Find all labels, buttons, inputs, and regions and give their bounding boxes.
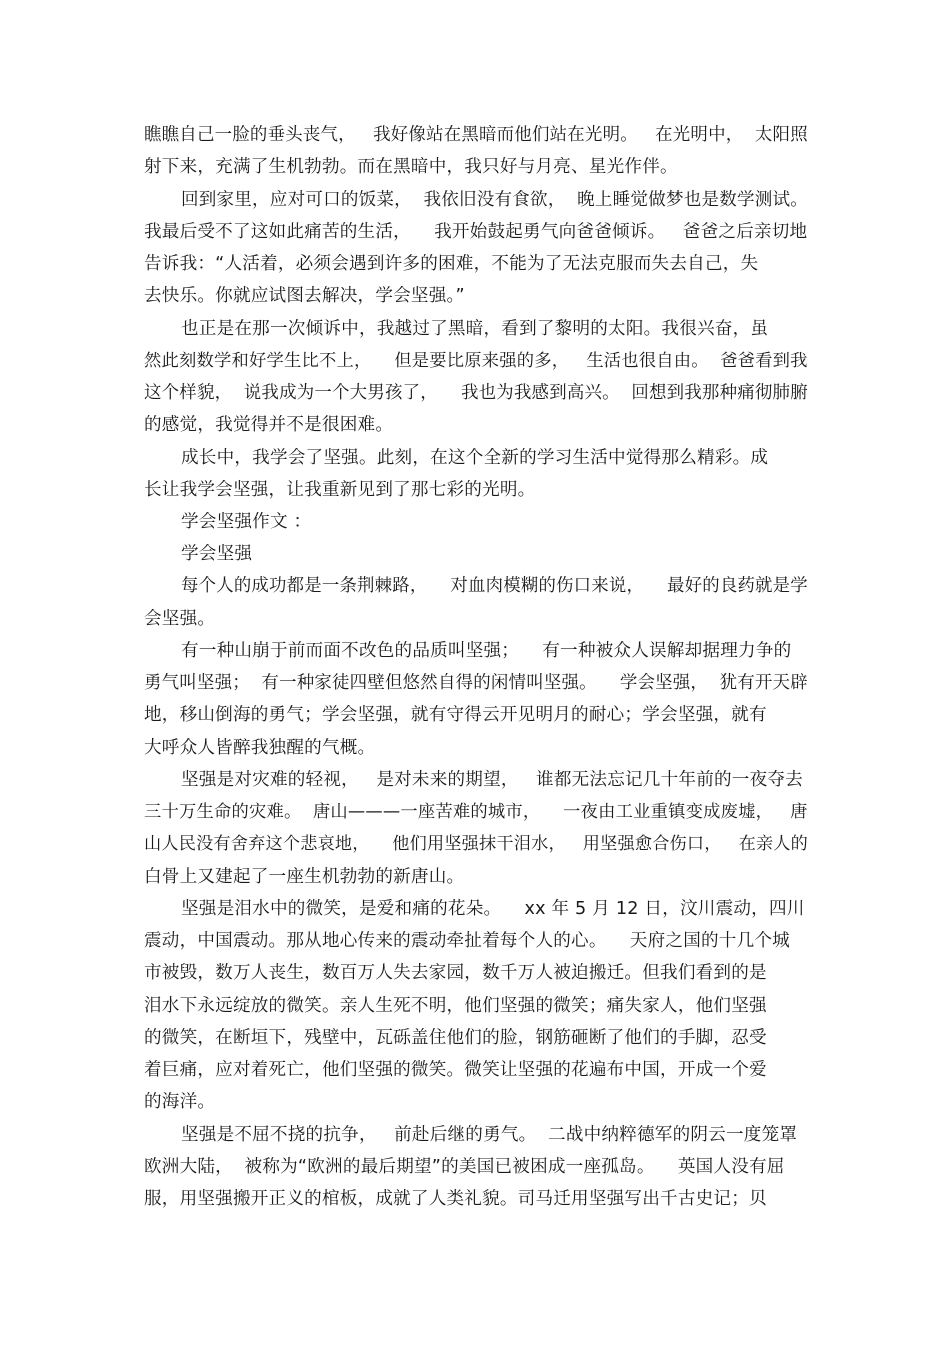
paragraph-start-line: 也正是在那一次倾诉中，我越过了黑暗，看到了黎明的太阳。我很兴奋，虽 xyxy=(181,319,769,339)
essay-heading: 学会坚强作文 ： xyxy=(181,512,312,532)
paragraph-start-line: 成长中，我学会了坚强。此刻，在这个全新的学习生活中觉得那么精彩。成 xyxy=(181,448,769,468)
text-line: 地，移山倒海的勇气；学会坚强，就有守得云开见明月的耐心；学会坚强，就有 xyxy=(144,705,767,725)
text-line: 会坚强。 xyxy=(144,609,216,629)
text-line: 的海洋。 xyxy=(144,1092,216,1112)
text-line: 射下来，充满了生机勃勃。而在黑暗中，我只好与月亮、星光作伴。 xyxy=(144,157,678,177)
text-line: 泪水下永远绽放的微笑。亲人生死不明，他们坚强的微笑；痛失家人，他们坚强 xyxy=(144,996,767,1016)
paragraph-start-line: 每个人的成功都是一条荆棘路， 对血肉模糊的伤口来说， 最好的良药就是学 xyxy=(181,576,808,596)
text-line: 着巨痛，应对着死亡，他们坚强的微笑。微笑让坚强的花遍布中国，开成一个爱 xyxy=(144,1060,767,1080)
paragraph-start-line: 坚强是泪水中的微笑，是爱和痛的花朵。 xx 年 5 月 12 日，汶川震动，四川 xyxy=(181,899,805,919)
paragraph-start-line: 有一种山崩于前而面不改色的品质叫坚强； 有一种被众人误解却据理力争的 xyxy=(181,641,792,661)
text-line: 大呼众人皆醉我独醒的气概。 xyxy=(144,738,376,758)
text-line: 的微笑，在断垣下，残壁中，瓦砾盖住他们的脸，钢筋砸断了他们的手脚，忍受 xyxy=(144,1028,767,1048)
text-line: 这个样貌， 说我成为一个大男孩了， 我也为我感到高兴。 回想到我那种痛彻肺腑 xyxy=(144,383,808,403)
essay-title: 学会坚强 xyxy=(181,544,253,564)
text-line: 市被毁，数万人丧生，数百万人失去家园，数千万人被迫搬迁。但我们看到的是 xyxy=(144,963,767,983)
text-line: 山人民没有舍弃这个悲哀地， 他们用坚强抹干泪水， 用坚强愈合伤口， 在亲人的 xyxy=(144,834,809,854)
text-line: 瞧瞧自己一脸的垂头丧气， 我好像站在黑暗而他们站在光明。 在光明中， 太阳照 xyxy=(144,125,808,145)
text-line: 然此刻数学和好学生比不上， 但是要比原来强的多， 生活也很自由。 爸爸看到我 xyxy=(144,351,808,371)
text-line: 去快乐。你就应试图去解决，学会坚强。” xyxy=(144,286,465,306)
text-line: 欧洲大陆， 被称为“欧洲的最后期望”的美国已被困成一座孤岛。 英国人没有屈 xyxy=(144,1157,785,1177)
paragraph-start-line: 坚强是对灾难的轻视， 是对未来的期望， 谁都无法忘记几十年前的一夜夺去 xyxy=(181,770,803,790)
paragraph-start-line: 坚强是不屈不挠的抗争， 前赴后继的勇气。 二战中纳粹德军的阴云一度笼罩 xyxy=(181,1125,798,1145)
text-line: 的感觉，我觉得并不是很困难。 xyxy=(144,415,394,435)
text-line: 勇气叫坚强； 有一种家徒四壁但悠然自得的闲情叫坚强。 学会坚强， 犹有开天辟 xyxy=(144,673,808,693)
text-line: 服，用坚强搬开正义的棺板，成就了人类礼貌。司马迁用坚强写出千古史记；贝 xyxy=(144,1189,767,1209)
text-line: 长让我学会坚强，让我重新见到了那七彩的光明。 xyxy=(144,480,536,500)
text-line: 告诉我：“人活着，必须会遇到许多的困难，不能为了无法克服而失去自己，失 xyxy=(144,254,759,274)
text-line: 我最后受不了这如此痛苦的生活， 我开始鼓起勇气向爸爸倾诉。 爸爸之后亲切地 xyxy=(144,222,808,242)
text-line: 白骨上又建起了一座生机勃勃的新唐山。 xyxy=(144,867,465,887)
text-line: 三十万生命的灾难。 唐山———一座苦难的城市， 一夜由工业重镇变成废墟， 唐 xyxy=(144,802,808,822)
paragraph-start-line: 回到家里，应对可口的饭菜， 我依旧没有食欲， 晚上睡觉做梦也是数学测试。 xyxy=(181,190,809,210)
text-line: 震动，中国震动。那从地心传来的震动牵扯着每个人的心。 天府之国的十几个城 xyxy=(144,931,790,951)
